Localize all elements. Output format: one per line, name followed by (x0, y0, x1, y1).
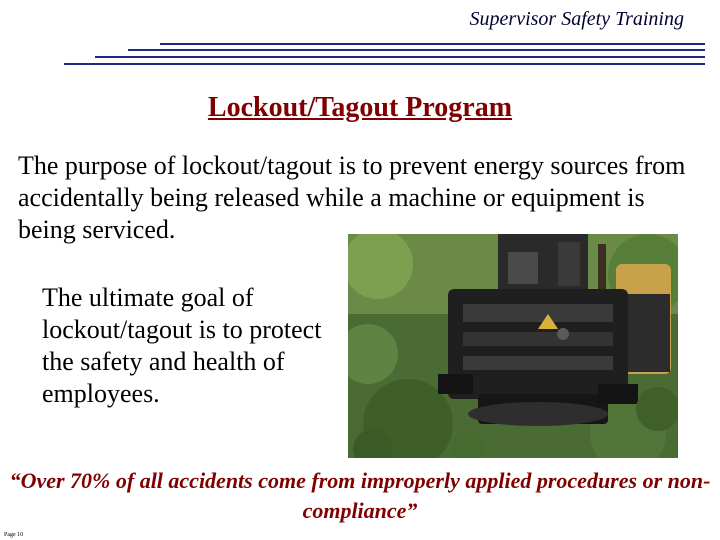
slide-title: Lockout/Tagout Program (207, 92, 513, 123)
forestry-machine-photo (348, 234, 678, 458)
header-rule-4 (64, 63, 705, 65)
header-title: Supervisor Safety Training (469, 8, 684, 30)
goal-paragraph: The ultimate goal of lockout/tagout is to protect the safety and health of employees. (42, 283, 322, 408)
header-rule-2 (128, 49, 705, 51)
statistic-quote: “Over 70% of all accidents come from improperly applied procedures or non-compliance” (9, 468, 711, 523)
intro-paragraph: The purpose of lockout/tagout is to prevent energy sources from accidentally being released while a machine or equipment is being serviced. (18, 151, 686, 244)
header-rule-1 (160, 43, 705, 45)
header-rule-3 (95, 56, 705, 58)
page-number: Page 10 (4, 532, 24, 538)
